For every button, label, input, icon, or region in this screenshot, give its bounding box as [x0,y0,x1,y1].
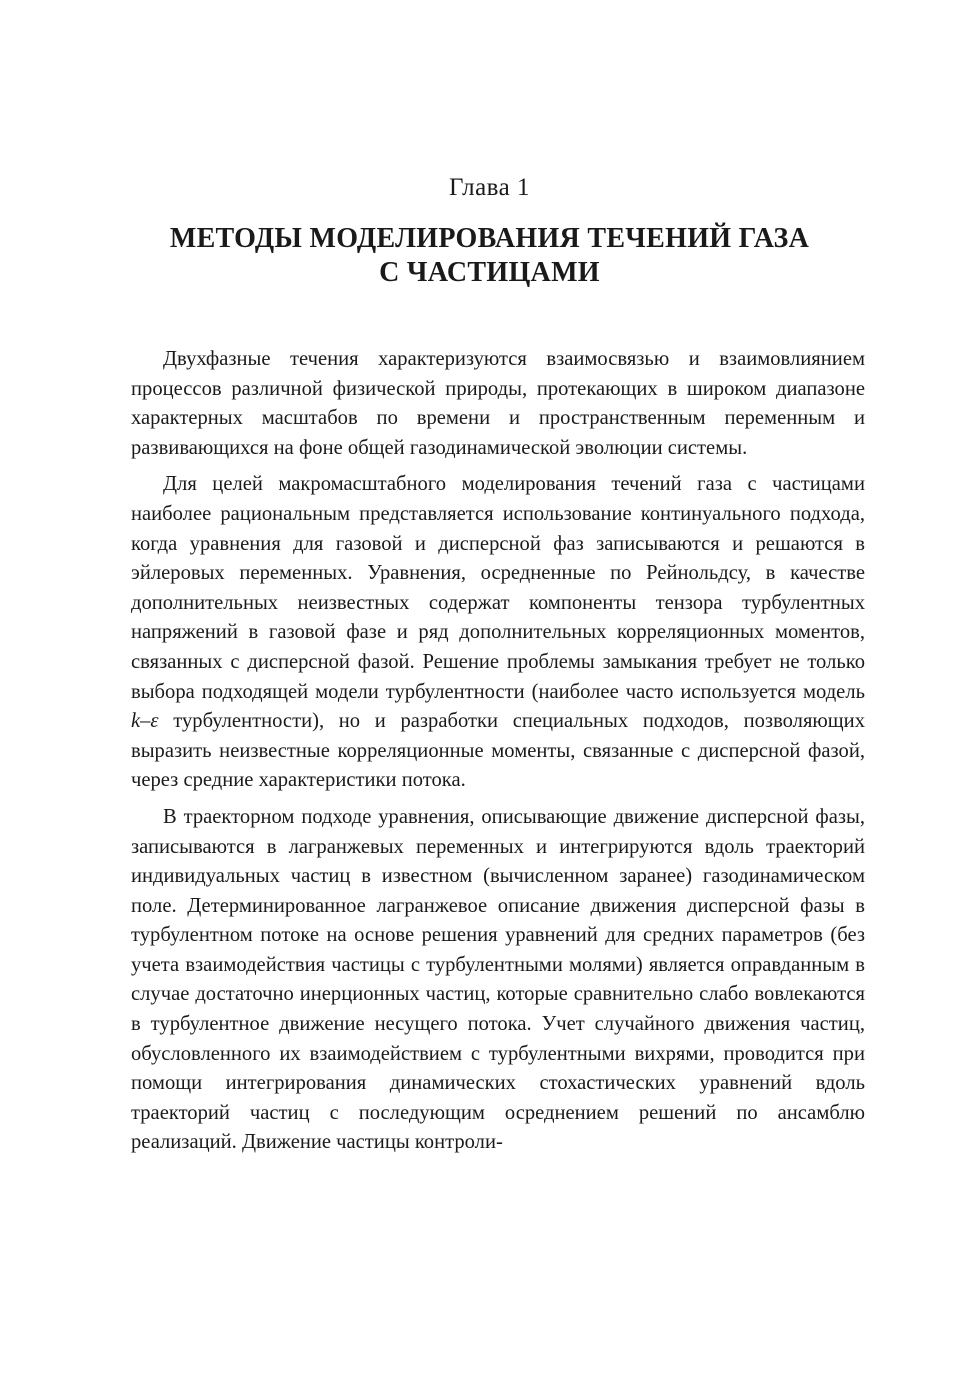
paragraph-3: В траекторном подходе уравнения, описывающие движение дисперсной фазы, записываются в лагранжевых переменных и интегрируются вдоль траекторий индивидуальных частиц в известном (вычисленном заранее) газодинамическом поле. Детерминированное лагранжевое описание движения дисперсной фазы в турбулентном потоке на основе решения уравнений для средних параметров (без учета взаимодействия частицы с турбулентными молями) является оправданным в случае достаточно инерционных частиц, которые сравнительно слабо вовлекаются в турбулентное движение несущего потока. Учет случайного движения частиц, обусловленного их взаимодействием с турбулентными вихрями, проводится при помощи интегрирования динамических стохастических уравнений вдоль траекторий частиц с последующим осреднением решений по ансамблю реализаций. Движение частицы контроли- [131,805,865,1154]
paragraph-2-part-2: турбулентности), но и разработки специальных подходов, позволяющих выразить неизвестные корреляционные моменты, связанные с дисперсной фазой, через средние характеристики потока. [131,710,865,792]
body-text [131,345,865,1165]
paragraph-1: Двухфазные течения характеризуются взаимосвязью и взаимовлиянием процессов различной физической природы, протекающих в широком диапазоне характерных масштабов по времени и пространственным переменным и развивающихся на фоне общей газодинамической эволюции системы. [131,348,865,459]
chapter-title [120,222,859,290]
k-epsilon-model: k–ε [131,710,159,733]
paragraph-2 [131,470,865,796]
chapter-label: Глава 1 [449,174,530,201]
chapter-title-line-1: МЕТОДЫ МОДЕЛИРОВАНИЯ ТЕЧЕНИЙ ГАЗА [169,223,810,254]
paragraph-2-part-1: Для целей макромасштабного моделирования течений газа с частицами наиболее рациональным представляется использование континуального подхода, когда уравнения для газовой и дисперсной фаз записываются и решаются в эйлеровых переменных. Уравнения, осредненные по Рейнольдсу, в качестве дополнительных неизвестных содержат компоненты тензора турбулентных напряжений в газовой фазе и ряд дополнительных корреляционных моментов, связанных с дисперсной фазой. Решение проблемы замыкания требует не только выбора подходящей модели турбулентности (наиболее часто используется модель [131,473,865,703]
chapter-title-line-2: С ЧАСТИЦАМИ [379,257,600,288]
